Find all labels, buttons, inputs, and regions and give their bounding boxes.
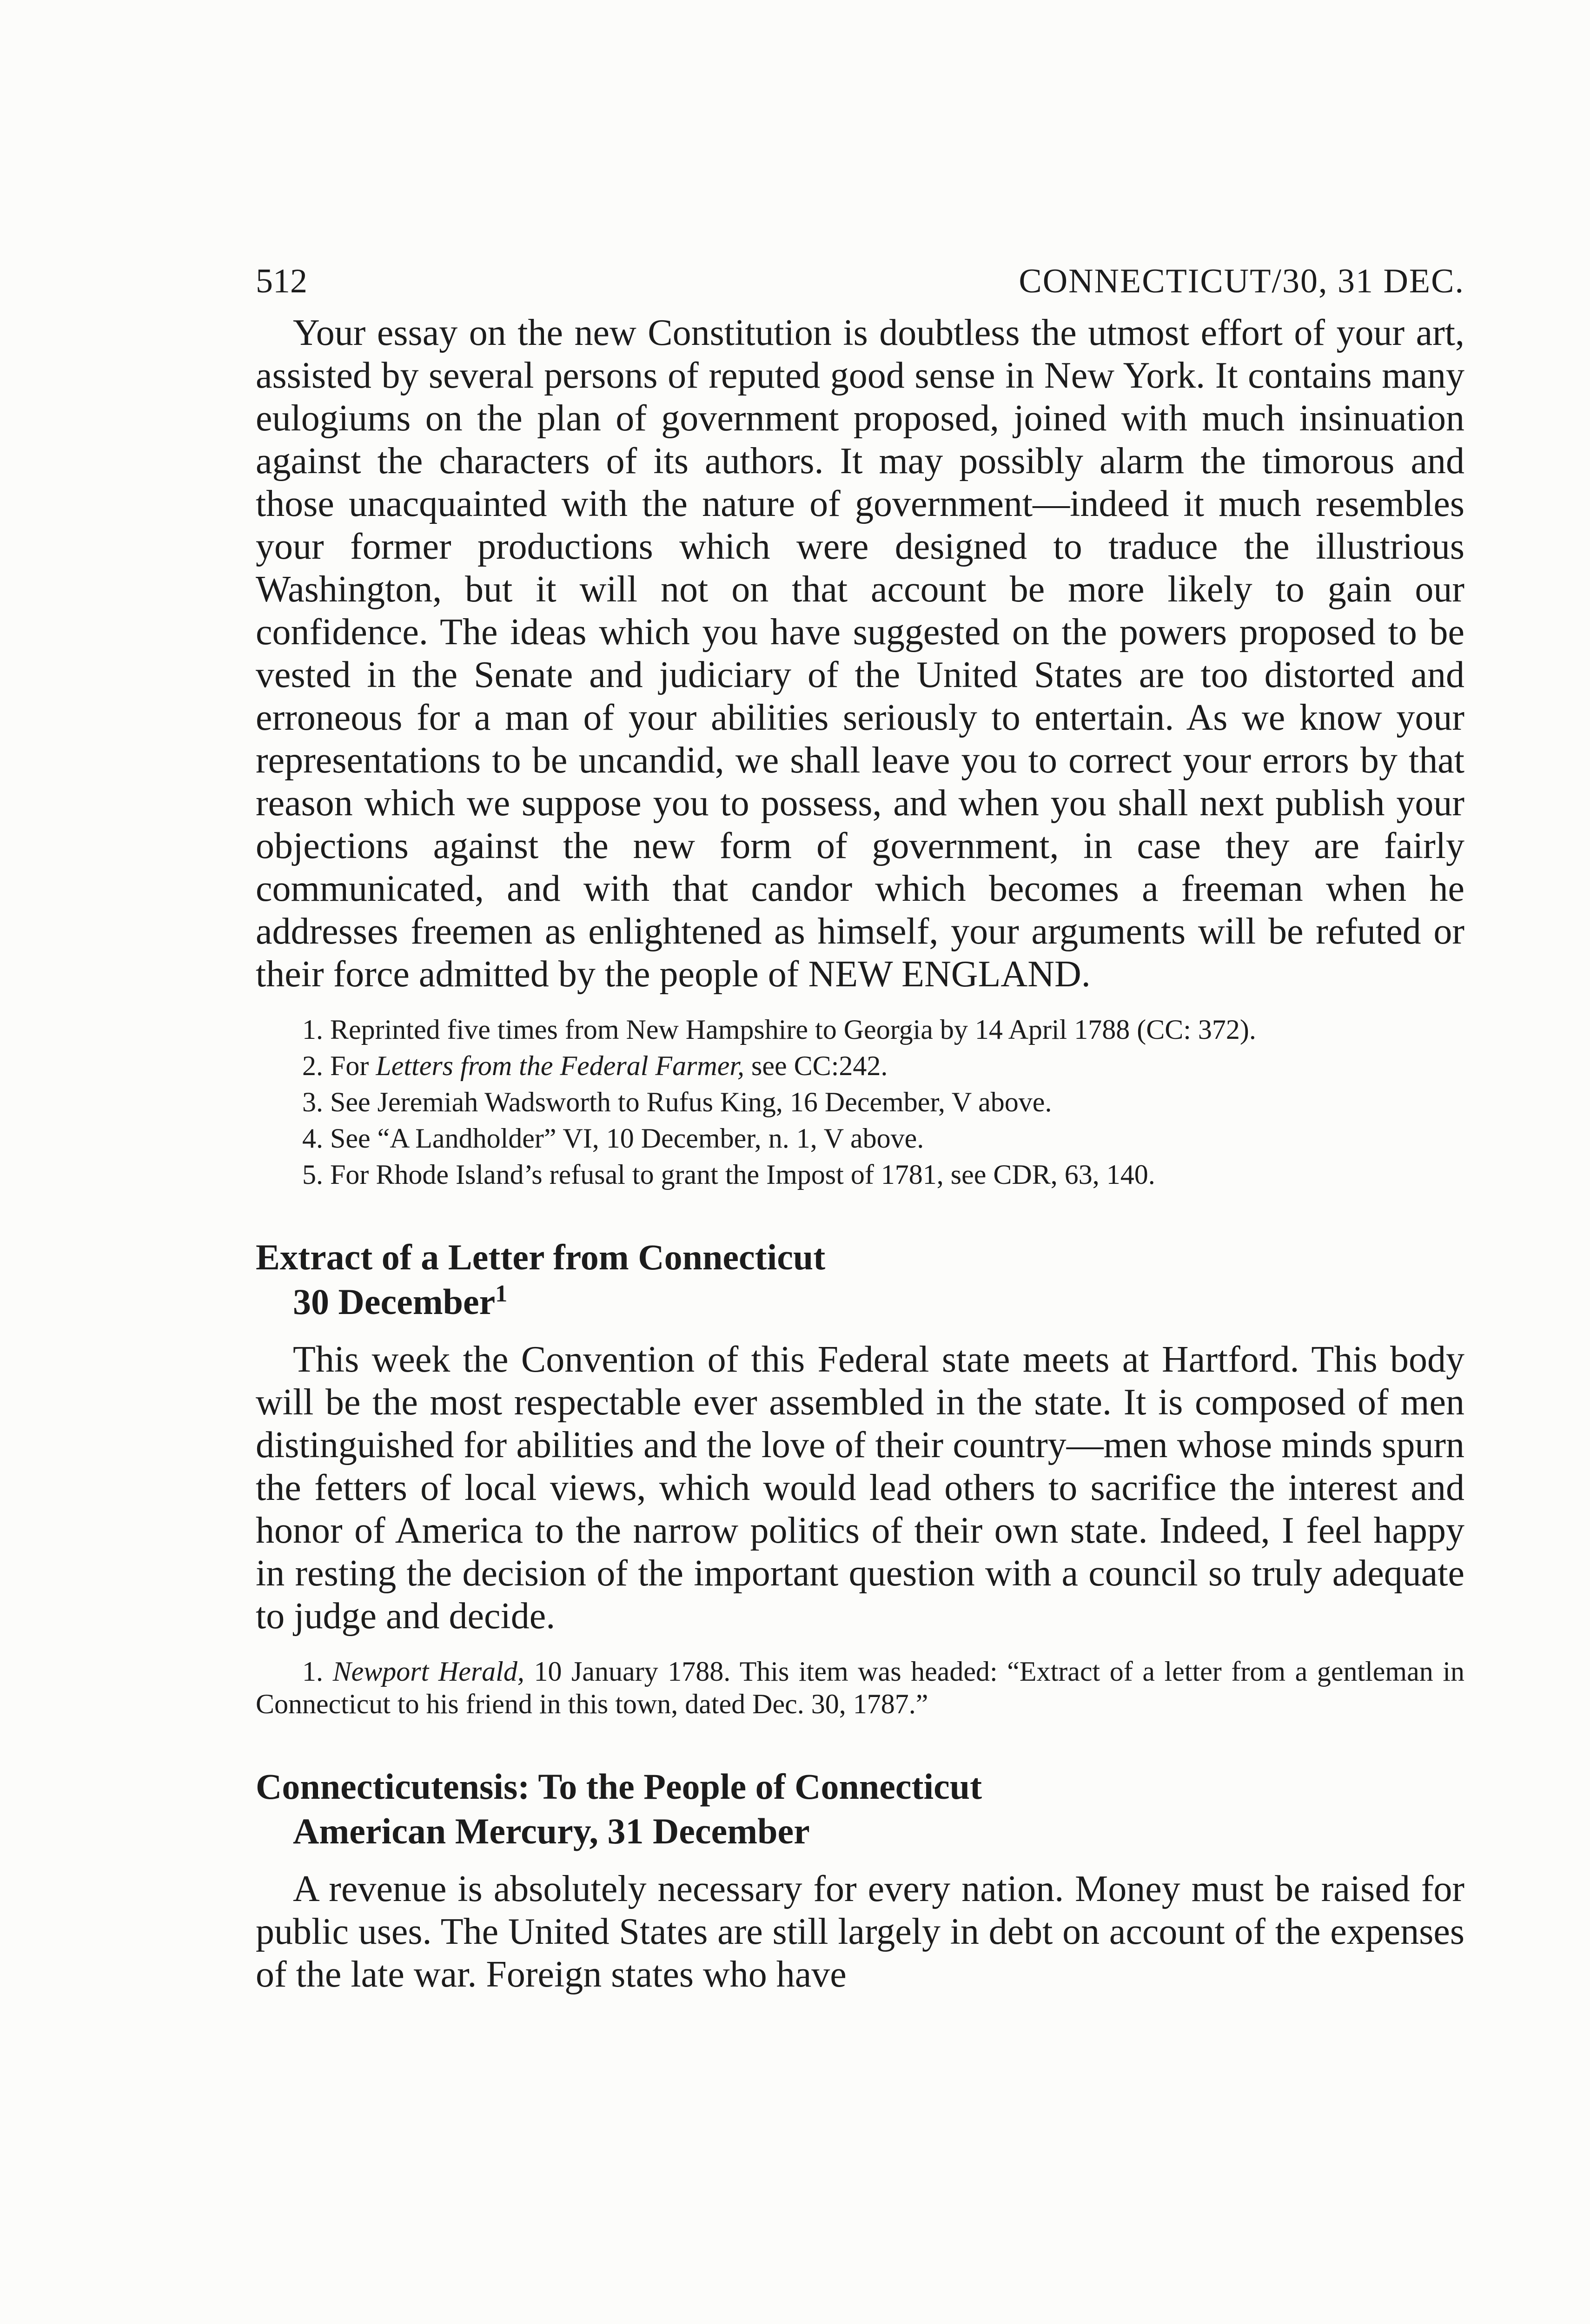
page-number: 512 — [256, 262, 307, 300]
essay-paragraph: Your essay on the new Constitution is doubtless the utmost effort of your art, assisted by several persons of reputed good sense in New York. It contains many eulogiums on the plan of government proposed, joined with much insinuation against the characters of its authors. It may possibly alarm the timorous and those unacquainted with the nature of government—indeed it much resembles your former productions which were designed to traduce the illustrious Washington, but it will not on that account be more likely to gain our confidence. The ideas which you have suggested on the powers proposed to be vested in the Senate and judiciary of the United States are too distorted and erroneous for a man of your abilities seriously to entertain. As we know your representations to be uncandid, we shall leave you to correct your errors by that reason which we suppose you to possess, and when you shall next publish your objections against the new form of government, in case they are fairly communicated, and with that candor which becomes a freeman when he addresses freemen as enlightened as himself, your arguments will be refuted or their force admitted by the people of NEW ENGLAND. — [256, 312, 1464, 995]
endnotes — [256, 1013, 1464, 1191]
document-page — [256, 260, 1464, 1996]
endnote-4: 4. See “A Landholder” VI, 10 December, n. 1, V above. — [302, 1123, 924, 1154]
running-head — [256, 260, 1464, 302]
endnote-1: 1. Reprinted five times from New Hampshire to Georgia by 14 April 1788 (CC: 372). — [302, 1014, 1256, 1045]
endnote-2: 2. For Letters from the Federal Farmer, see CC:242. — [302, 1050, 888, 1081]
letter-paragraph: This week the Convention of this Federal state meets at Hartford. This body will be the most respectable ever assembled in the state. It is composed of men distinguished for abilities and the love of their country—men whose minds spurn the fetters of local views, which would lead others to sacrifice the interest and honor of America to the narrow politics of their own state. Indeed, I feel happy in resting the decision of the important question with a council so truly adequate to judge and decide. — [256, 1339, 1464, 1637]
running-title: CONNECTICUT/30, 31 DEC. — [1019, 262, 1464, 300]
endnote-5: 5. For Rhode Island’s refusal to grant the Impost of 1781, see CDR, 63, 140. — [302, 1159, 1155, 1190]
section-heading-connecticutensis: Connecticutensis: To the People of Connecticut American Mercury, 31 December — [256, 1766, 982, 1851]
letter-endnote-1: 1. Newport Herald, 10 January 1788. This item was headed: “Extract of a letter from a gentleman in Connecticut to his friend in this town, dated Dec. 30, 1787.” — [256, 1656, 1464, 1719]
section-heading-letter: Extract of a Letter from Connecticut 30 December$^1$ — [256, 1237, 826, 1322]
endnote-3: 3. See Jeremiah Wadsworth to Rufus King, 16 December, V above. — [302, 1087, 1052, 1117]
letter-endnotes — [256, 1655, 1464, 1720]
connecticutensis-paragraph: A revenue is absolutely necessary for every nation. Money must be raised for public uses. The United States are still largely in debt on account of the expenses of the late war. Foreign states who have — [256, 1868, 1464, 1995]
